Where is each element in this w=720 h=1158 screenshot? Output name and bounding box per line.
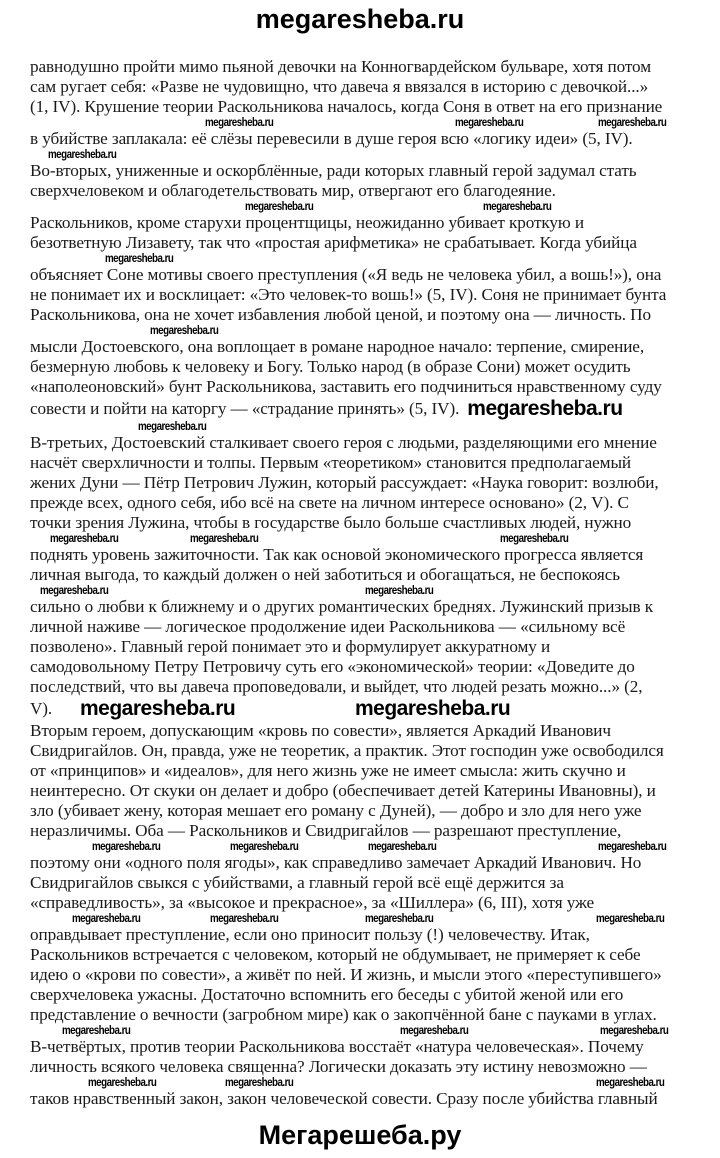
text-line (30, 893, 710, 913)
text-line-content: Свидригайлов. Он, правда, уже не теоретик, а практик. Этот господин уже освободился (30, 741, 664, 760)
site-footer-logo: Мегарешеба.ру (258, 1120, 462, 1150)
text-line (30, 305, 710, 325)
text-line (30, 821, 710, 841)
text-line-content: последствий, что вы давеча проповедовали, и выйдет, что людей резать можно...» (2, (30, 677, 643, 696)
text-line (30, 801, 710, 821)
watermark: megaresheba.ru (210, 913, 279, 925)
text-line (30, 377, 710, 397)
text-line-content: безответную Лизавету, так что «простая арифметика» не срабатывает. Когда убийца (30, 233, 637, 252)
watermark: megaresheba.ru (365, 913, 434, 925)
watermark-row (30, 1077, 710, 1089)
text-line-content: личность всякого человека священна? Логически доказать эту истину невозможно — (30, 1057, 647, 1076)
text-line-content: позволено». Главный герой понимает это и формулирует аккуратному и (30, 637, 551, 656)
text-line (30, 965, 710, 985)
text-line-content: представление о вечности (загробном мире) как о закопчённой бане с пауками в углах. (30, 1005, 657, 1024)
text-line-content: в убийстве заплакала: её слёзы перевесили в душе героя всю «логику идеи» (5, IV). (30, 129, 633, 148)
watermark: megaresheba.ru (50, 533, 119, 545)
watermark-row (30, 913, 710, 925)
text-line-content: Вторым героем, допускающим «кровь по совести», является Аркадий Иванович (30, 721, 611, 740)
text-line-content: таков нравственный закон, закон человеческой совести. Сразу после убийства главный (30, 1089, 658, 1108)
watermark-row (30, 201, 710, 213)
text-line-content: Во-вторых, униженные и оскорблённые, ради которых главный герой задумал стать (30, 161, 637, 180)
text-line-content: жених Дуни — Пётр Петрович Лужин, который рассуждает: «Наука говорит: возлюби, (30, 473, 659, 492)
watermark-row (30, 421, 710, 433)
text-line (30, 57, 710, 77)
text-line-content: В-четвёртых, против теории Раскольникова восстаёт «натура человеческая». Почему (30, 1037, 644, 1056)
text-line (30, 1057, 710, 1077)
text-line (30, 213, 710, 233)
text-line (30, 657, 710, 677)
watermark: megaresheba.ru (365, 585, 434, 597)
watermark: megaresheba.ru (596, 1077, 665, 1089)
watermark-row (30, 841, 710, 853)
text-line-content: (1, IV). Крушение теории Раскольникова началось, когда Соня в ответ на его признание (30, 97, 663, 116)
watermark: megaresheba.ru (483, 201, 552, 213)
watermark-row (30, 117, 710, 129)
text-line (30, 873, 710, 893)
text-line (30, 761, 710, 781)
text-line (30, 285, 710, 305)
watermark-row (30, 253, 710, 265)
text-line (30, 337, 710, 357)
watermark: megaresheba.ru (190, 533, 259, 545)
text-line-content: совести и пойти на каторгу — «страдание принять» (5, IV). (30, 399, 460, 418)
text-line (30, 265, 710, 285)
text-line-content: В-третьих, Достоевский сталкивает своего героя с людьми, разделяющими его мнение (30, 433, 657, 452)
text-line (30, 1037, 710, 1057)
text-line (30, 1005, 710, 1025)
text-line-content: прежде всех, одного себя, ибо всё на свете на личном интересе основано» (2, V). С (30, 493, 629, 512)
text-line-content: безмерную любовь к человеку и Богу. Только народ (в образе Сони) может осудить (30, 357, 631, 376)
watermark: megaresheba.ru (400, 1025, 469, 1037)
text-line (30, 77, 710, 97)
text-line-content: не понимает их и восклицает: «Это человек-то вошь!» (5, IV). Соня не принимает бунта (30, 285, 667, 304)
text-line-content: идею о «крови по совести», а живёт по ней. И жизнь, и мысли этого «переступившего» (30, 965, 662, 984)
watermark-row (30, 1025, 710, 1037)
text-line-content: от «принципов» и «идеалов», для него жизнь уже не имеет смысла: жить скучно и (30, 761, 626, 780)
text-line (30, 97, 710, 117)
text-line-content: зло (убивает жену, которая мешает его роману с Дуней), — добро и зло для него уже (30, 801, 642, 820)
watermark: megaresheba.ru (105, 253, 174, 265)
watermark: megaresheba.ru (40, 585, 109, 597)
text-line-content: Свидригайлов свыкся с убийствами, а главный герой всё ещё держится за (30, 873, 564, 892)
watermark: megaresheba.ru (225, 1077, 294, 1089)
text-line (30, 357, 710, 377)
watermark: megaresheba.ru (230, 841, 299, 853)
text-line (30, 637, 710, 657)
text-line (30, 697, 710, 721)
watermark: megaresheba.ru (150, 325, 219, 337)
text-line (30, 473, 710, 493)
watermark: megaresheba.ru (455, 117, 524, 129)
watermark: megaresheba.ru (355, 697, 511, 720)
text-line (30, 945, 710, 965)
site-header-logo: megaresheba.ru (255, 4, 465, 34)
text-line (30, 597, 710, 617)
text-line (30, 985, 710, 1005)
watermark: megaresheba.ru (48, 149, 117, 161)
text-line-content: Раскольников встречается с человеком, который не обдумывает, не примеряет к себе (30, 945, 641, 964)
watermark: megaresheba.ru (88, 1077, 157, 1089)
text-line (30, 433, 710, 453)
text-line (30, 853, 710, 873)
text-line (30, 397, 710, 421)
text-line (30, 181, 710, 201)
text-line-content: «справедливость», за «высокое и прекрасное», за «Шиллера» (6, III), хотя уже (30, 893, 595, 912)
text-line-content: Раскольников, кроме старухи процентщицы, неожиданно убивает кроткую и (30, 213, 584, 232)
text-line-content: неразличимы. Оба — Раскольников и Свидригайлов — разрешают преступление, (30, 821, 622, 840)
text-line-content: поэтому они «одного поля ягоды», как справедливо замечает Аркадий Иванович. Но (30, 853, 642, 872)
watermark: megaresheba.ru (598, 841, 667, 853)
text-line-content: сверхчеловеком и облагодетельствовать мир, отвергают его благодеяние. (30, 181, 556, 200)
watermark: megaresheba.ru (80, 697, 236, 720)
watermark: megaresheba.ru (596, 913, 665, 925)
text-line (30, 565, 710, 585)
watermark-row (30, 533, 710, 545)
watermark: megaresheba.ru (138, 421, 207, 433)
text-line-content: точки зрения Лужина, чтобы в государстве было больше счастливых людей, нужно (30, 513, 632, 532)
watermark: megaresheba.ru (598, 117, 667, 129)
text-line-content: неинтересно. От скуки он делает и добро (обеспечивает детей Катерины Ивановны), и (30, 781, 656, 800)
text-line (30, 233, 710, 253)
watermark: megaresheba.ru (62, 1025, 131, 1037)
text-line (30, 453, 710, 473)
text-line-content: личной наживе — логическое продолжение идеи Раскольникова — «сильному всё (30, 617, 626, 636)
text-line (30, 741, 710, 761)
text-line-content: личная выгода, то каждый должен о ней заботиться и обогащаться, не беспокоясь (30, 565, 620, 584)
text-line-content: равнодушно пройти мимо пьяной девочки на Конногвардейском бульваре, хотя потом (30, 57, 651, 76)
watermark: megaresheba.ru (600, 1025, 669, 1037)
watermark: megaresheba.ru (205, 117, 274, 129)
text-line-content: объясняет Соне мотивы своего преступления («Я ведь не человека убил, а вошь!»), она (30, 265, 662, 284)
text-line (30, 545, 710, 565)
text-line-content: насчёт сверхличности и толпы. Первым «теоретиком» становится предполагаемый (30, 453, 632, 472)
text-line (30, 493, 710, 513)
text-line-content: V). (30, 699, 53, 718)
document-body (30, 57, 710, 1109)
text-line (30, 925, 710, 945)
text-line (30, 781, 710, 801)
text-line-content: «наполеоновский» бунт Раскольникова, заставить его подчиниться нравственному суду (30, 377, 662, 396)
watermark: megaresheba.ru (245, 201, 314, 213)
text-line (30, 513, 710, 533)
text-line (30, 617, 710, 637)
watermark: megaresheba.ru (368, 841, 437, 853)
watermark-row (30, 585, 710, 597)
text-line-content: мысли Достоевского, она воплощает в романе народное начало: терпение, смирение, (30, 337, 645, 356)
text-line (30, 161, 710, 181)
text-line-content: сверхчеловека ужасны. Достаточно вспомнить его беседы с убитой женой или его (30, 985, 624, 1004)
text-line (30, 721, 710, 741)
text-line-content: поднять уровень зажиточности. Так как основой экономического прогресса является (30, 545, 644, 564)
watermark-row (30, 149, 710, 161)
watermark: megaresheba.ru (72, 913, 141, 925)
watermark: megaresheba.ru (467, 397, 623, 420)
watermark: megaresheba.ru (92, 841, 161, 853)
text-line-content: сильно о любви к ближнему и о других романтических бреднях. Лужинский призыв к (30, 597, 653, 616)
watermark-row (30, 325, 710, 337)
text-line-content: Раскольникова, она не хочет избавления любой ценой, и поэтому она — личность. По (30, 305, 651, 324)
text-line (30, 1089, 710, 1109)
text-line-content: самодовольному Петру Петровичу суть его «экономической» теории: «Доведите до (30, 657, 635, 676)
text-line-content: оправдывает преступление, если оно приносит пользу (!) человечеству. Итак, (30, 925, 590, 944)
text-line (30, 129, 710, 149)
text-line (30, 677, 710, 697)
text-line-content: сам ругает себя: «Разве не чудовищно, что давеча я ввязался в историю с девочкой...» (30, 77, 649, 96)
watermark: megaresheba.ru (500, 533, 569, 545)
